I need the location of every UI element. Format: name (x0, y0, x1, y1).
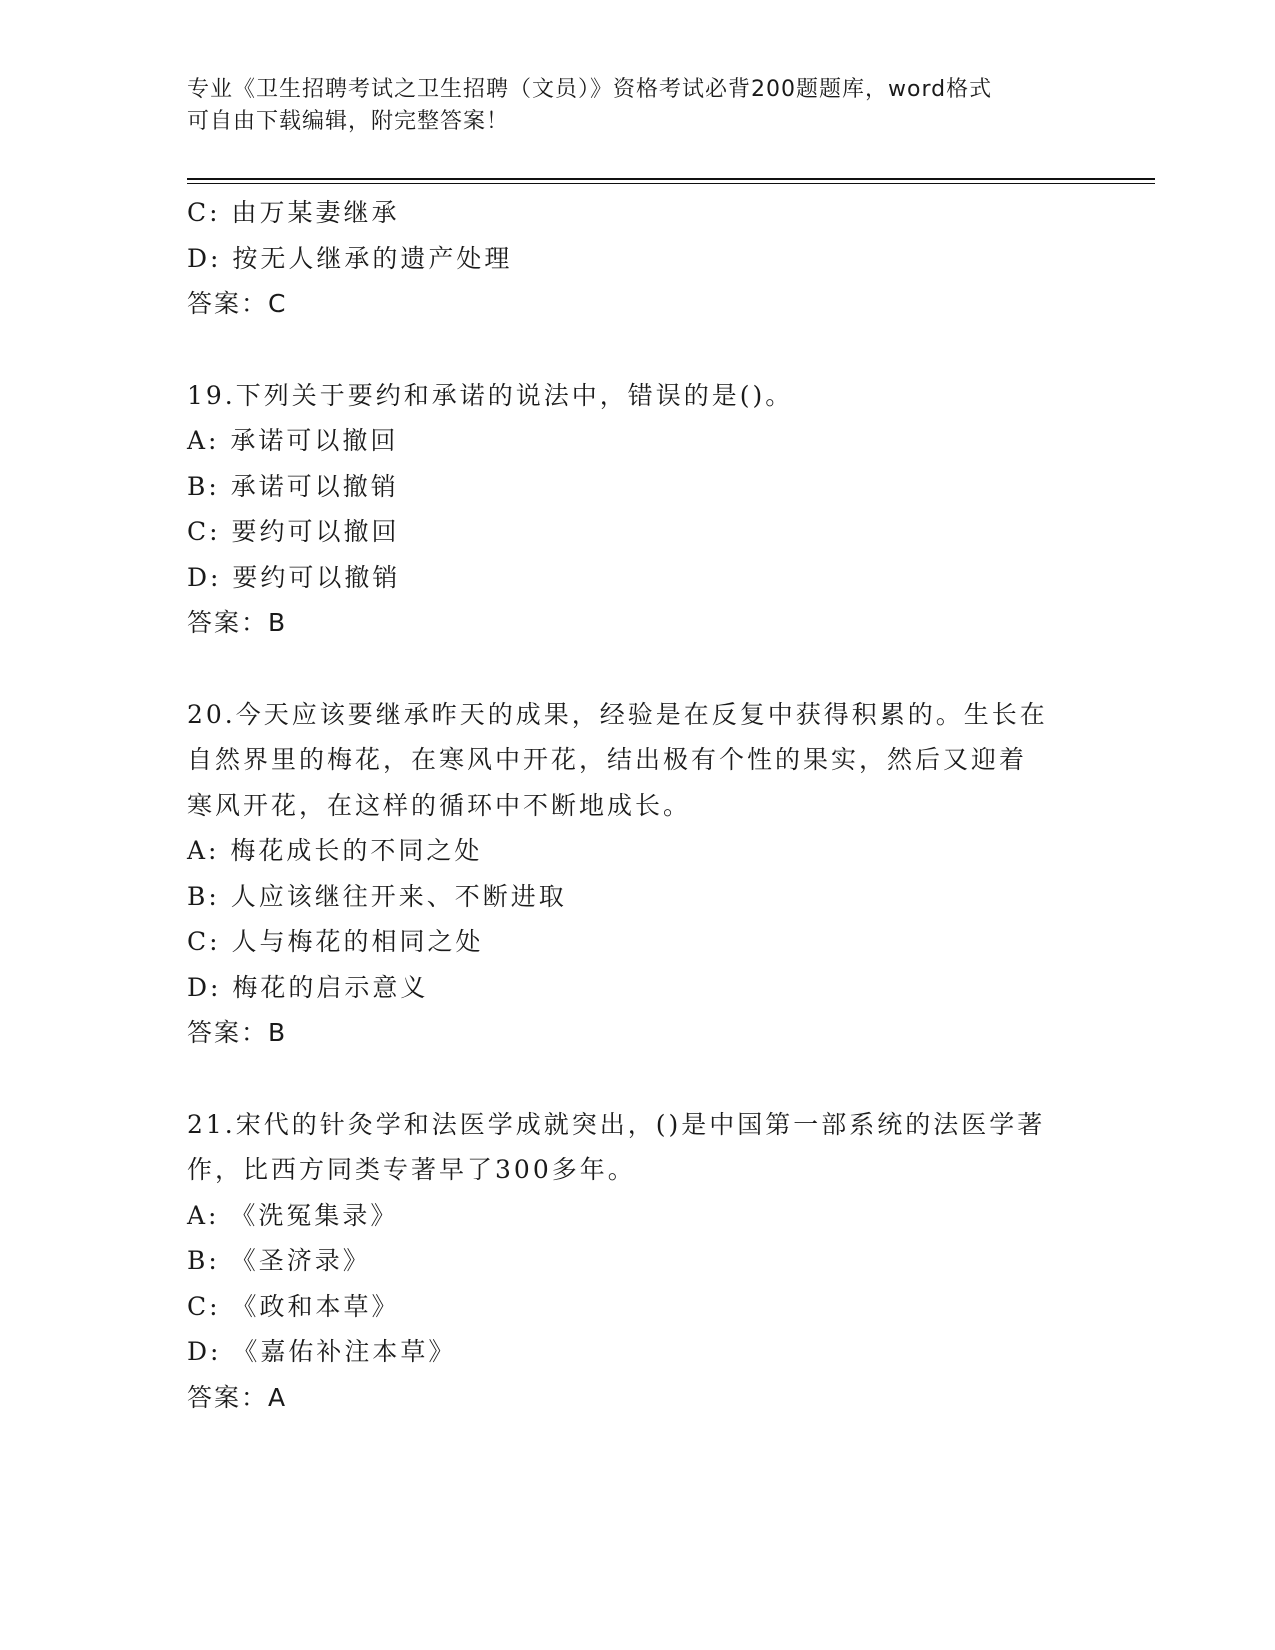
spacer (187, 646, 1087, 692)
question-stem-line-2: 自然界里的梅花，在寒风中开花，结出极有个性的果实，然后又迎着 (187, 745, 1028, 774)
option-c: C: 《政和本草》 (187, 1291, 400, 1321)
header-line-2: 可自由下载编辑，附完整答案！ (187, 109, 510, 134)
option-a: A: 承诺可以撤回 (187, 426, 399, 455)
question-19 (187, 373, 1087, 646)
question-20 (187, 692, 1087, 1056)
document-header (187, 74, 1087, 138)
option-b: B: 人应该继往开来、不断进取 (187, 881, 567, 911)
option-d: D: 要约可以撤销 (187, 562, 401, 592)
option-b: B: 承诺可以撤销 (187, 471, 399, 501)
question-stem-line-1: 21.宋代的针灸学和法医学成就突出，()是中国第一部系统的法医学著 (187, 1109, 1046, 1139)
document-body (187, 190, 1087, 1420)
prev-option-c: C: 由万某妻继承 (187, 198, 400, 227)
question-stem-line-2: 作，比西方同类专著早了300多年。 (187, 1155, 636, 1184)
spacer (187, 1056, 1087, 1102)
option-d: D: 《嘉佑补注本草》 (187, 1337, 457, 1366)
question-stem: 19.下列关于要约和承诺的说法中，错误的是()。 (187, 380, 794, 410)
option-c: C: 人与梅花的相同之处 (187, 927, 484, 956)
answer: 答案：B (187, 608, 288, 637)
question-21 (187, 1102, 1087, 1421)
spacer (187, 327, 1087, 373)
option-c: C: 要约可以撤回 (187, 517, 400, 546)
option-a: A: 梅花成长的不同之处 (187, 836, 483, 865)
prev-answer: 答案：C (187, 289, 288, 318)
option-a: A: 《洗冤集录》 (187, 1200, 399, 1230)
answer: 答案：A (187, 1382, 288, 1412)
header-divider-thin (187, 183, 1155, 184)
prev-option-d: D: 按无人继承的遗产处理 (187, 243, 513, 273)
header-line-1: 专业《卫生招聘考试之卫生招聘（文员）》资格考试必背200题题库，word格式 (187, 77, 993, 102)
question-stem-line-1: 20.今天应该要继承昨天的成果，经验是在反复中获得积累的。生长在 (187, 699, 1048, 729)
question-stem-line-3: 寒风开花，在这样的循环中不断地成长。 (187, 790, 692, 820)
option-d: D: 梅花的启示意义 (187, 972, 429, 1002)
header-divider-thick (187, 178, 1155, 180)
option-b: B: 《圣济录》 (187, 1246, 371, 1275)
answer: 答案：B (187, 1018, 288, 1047)
